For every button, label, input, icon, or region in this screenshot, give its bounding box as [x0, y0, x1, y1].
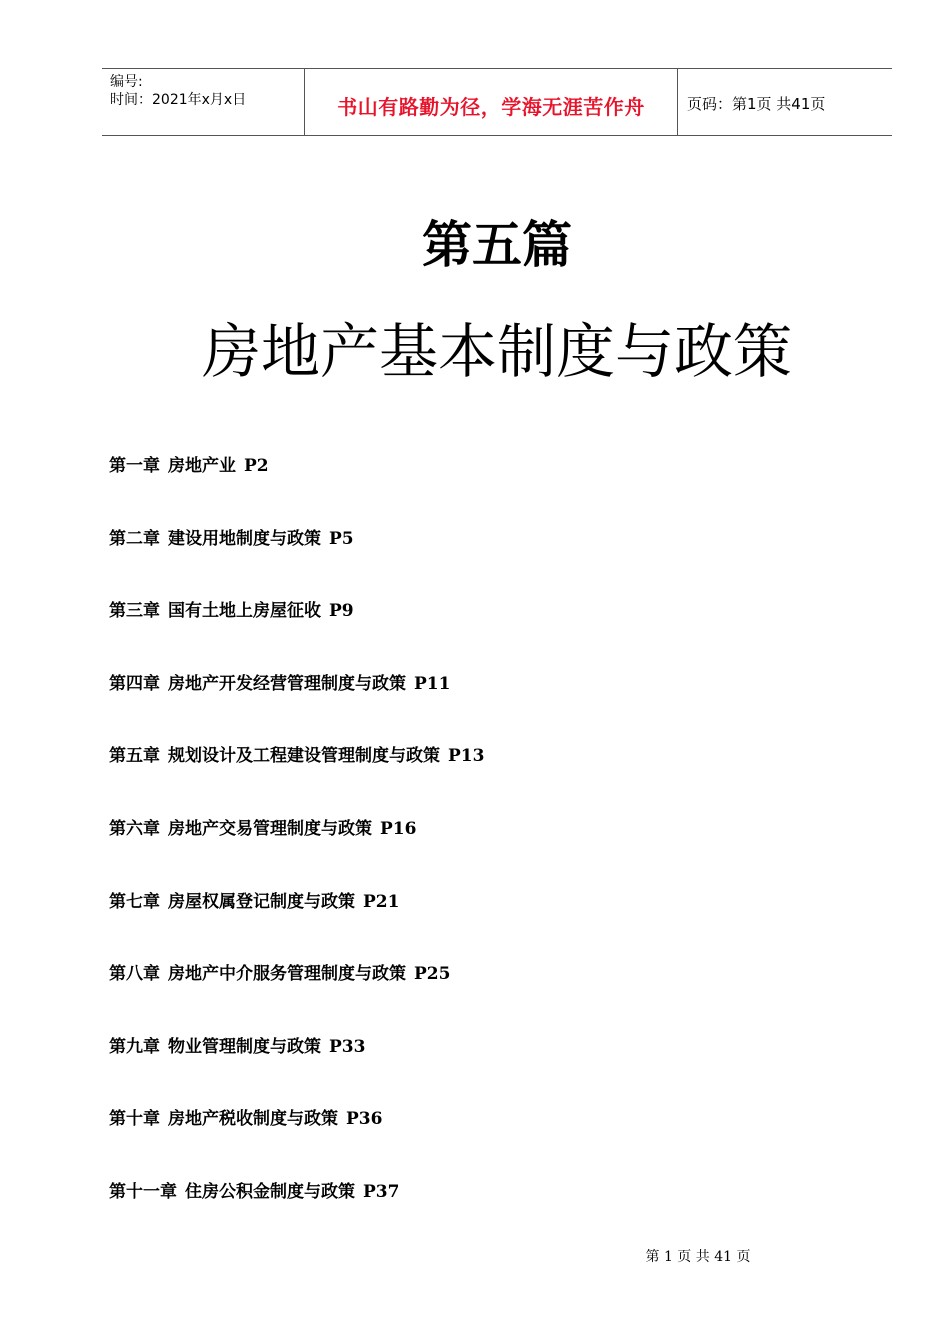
toc-chapter-name: 房地产业: [168, 456, 236, 476]
page-header: [102, 68, 892, 136]
toc-page: P25: [414, 964, 451, 985]
table-of-contents: [109, 454, 484, 1253]
toc-entry: [109, 527, 484, 600]
toc-chapter: 第六章: [109, 818, 160, 839]
toc-entry: [109, 1107, 484, 1180]
toc-chapter-name: 建设用地制度与政策: [168, 528, 321, 549]
toc-entry: [109, 599, 484, 672]
toc-chapter: 第九章: [109, 1036, 160, 1057]
toc-entry: [109, 744, 484, 817]
toc-page: P9: [329, 601, 354, 622]
header-motto: 书山有路勤为径，学海无涯苦作舟: [337, 95, 645, 119]
toc-page: P33: [329, 1036, 366, 1057]
date-label: 时间：2021年x月x日: [110, 92, 247, 108]
header-meta: [110, 73, 306, 109]
toc-chapter: 第三章: [109, 601, 160, 622]
toc-chapter: 第八章: [109, 964, 160, 985]
toc-chapter: 第七章: [109, 891, 160, 912]
part-title: 第五篇: [422, 216, 572, 274]
number-label: 编号:: [110, 74, 143, 90]
toc-page: P11: [414, 673, 451, 694]
toc-chapter-name: 房地产中介服务管理制度与政策: [168, 964, 406, 985]
toc-entry: [109, 672, 484, 745]
header-divider: [677, 69, 678, 136]
toc-chapter-name: 房地产开发经营管理制度与政策: [168, 673, 406, 694]
toc-chapter-name: 房地产税收制度与政策: [168, 1109, 338, 1130]
toc-page: P37: [363, 1181, 400, 1202]
toc-chapter-name: 规划设计及工程建设管理制度与政策: [168, 746, 440, 767]
toc-page: P16: [380, 818, 417, 839]
toc-page: P13: [448, 746, 485, 767]
toc-page: P2: [244, 456, 269, 476]
toc-chapter: 第一章: [109, 456, 160, 476]
toc-chapter-name: 物业管理制度与政策: [168, 1036, 321, 1057]
toc-page: P36: [346, 1109, 383, 1130]
toc-chapter: 第四章: [109, 673, 160, 694]
toc-chapter-name: 国有土地上房屋征收: [168, 601, 321, 622]
toc-entry: [109, 1180, 484, 1253]
page-footer: 第 1 页 共 41 页: [645, 1249, 751, 1265]
toc-page: P5: [329, 528, 354, 549]
toc-entry: [109, 890, 484, 963]
toc-page: P21: [363, 891, 400, 912]
toc-chapter-name: 住房公积金制度与政策: [185, 1181, 355, 1202]
toc-chapter-name: 房地产交易管理制度与政策: [168, 818, 372, 839]
toc-chapter: 第二章: [109, 528, 160, 549]
toc-entry: [109, 454, 484, 527]
toc-chapter: 第十章: [109, 1109, 160, 1130]
part-subtitle: 房地产基本制度与政策: [201, 317, 792, 386]
toc-chapter: 第五章: [109, 746, 160, 767]
toc-entry: [109, 1035, 484, 1108]
toc-chapter-name: 房屋权属登记制度与政策: [168, 891, 355, 912]
header-page-code: 页码：第1页 共41页: [687, 95, 826, 113]
toc-chapter: 第十一章: [109, 1181, 177, 1202]
toc-entry: [109, 962, 484, 1035]
toc-entry: [109, 817, 484, 890]
